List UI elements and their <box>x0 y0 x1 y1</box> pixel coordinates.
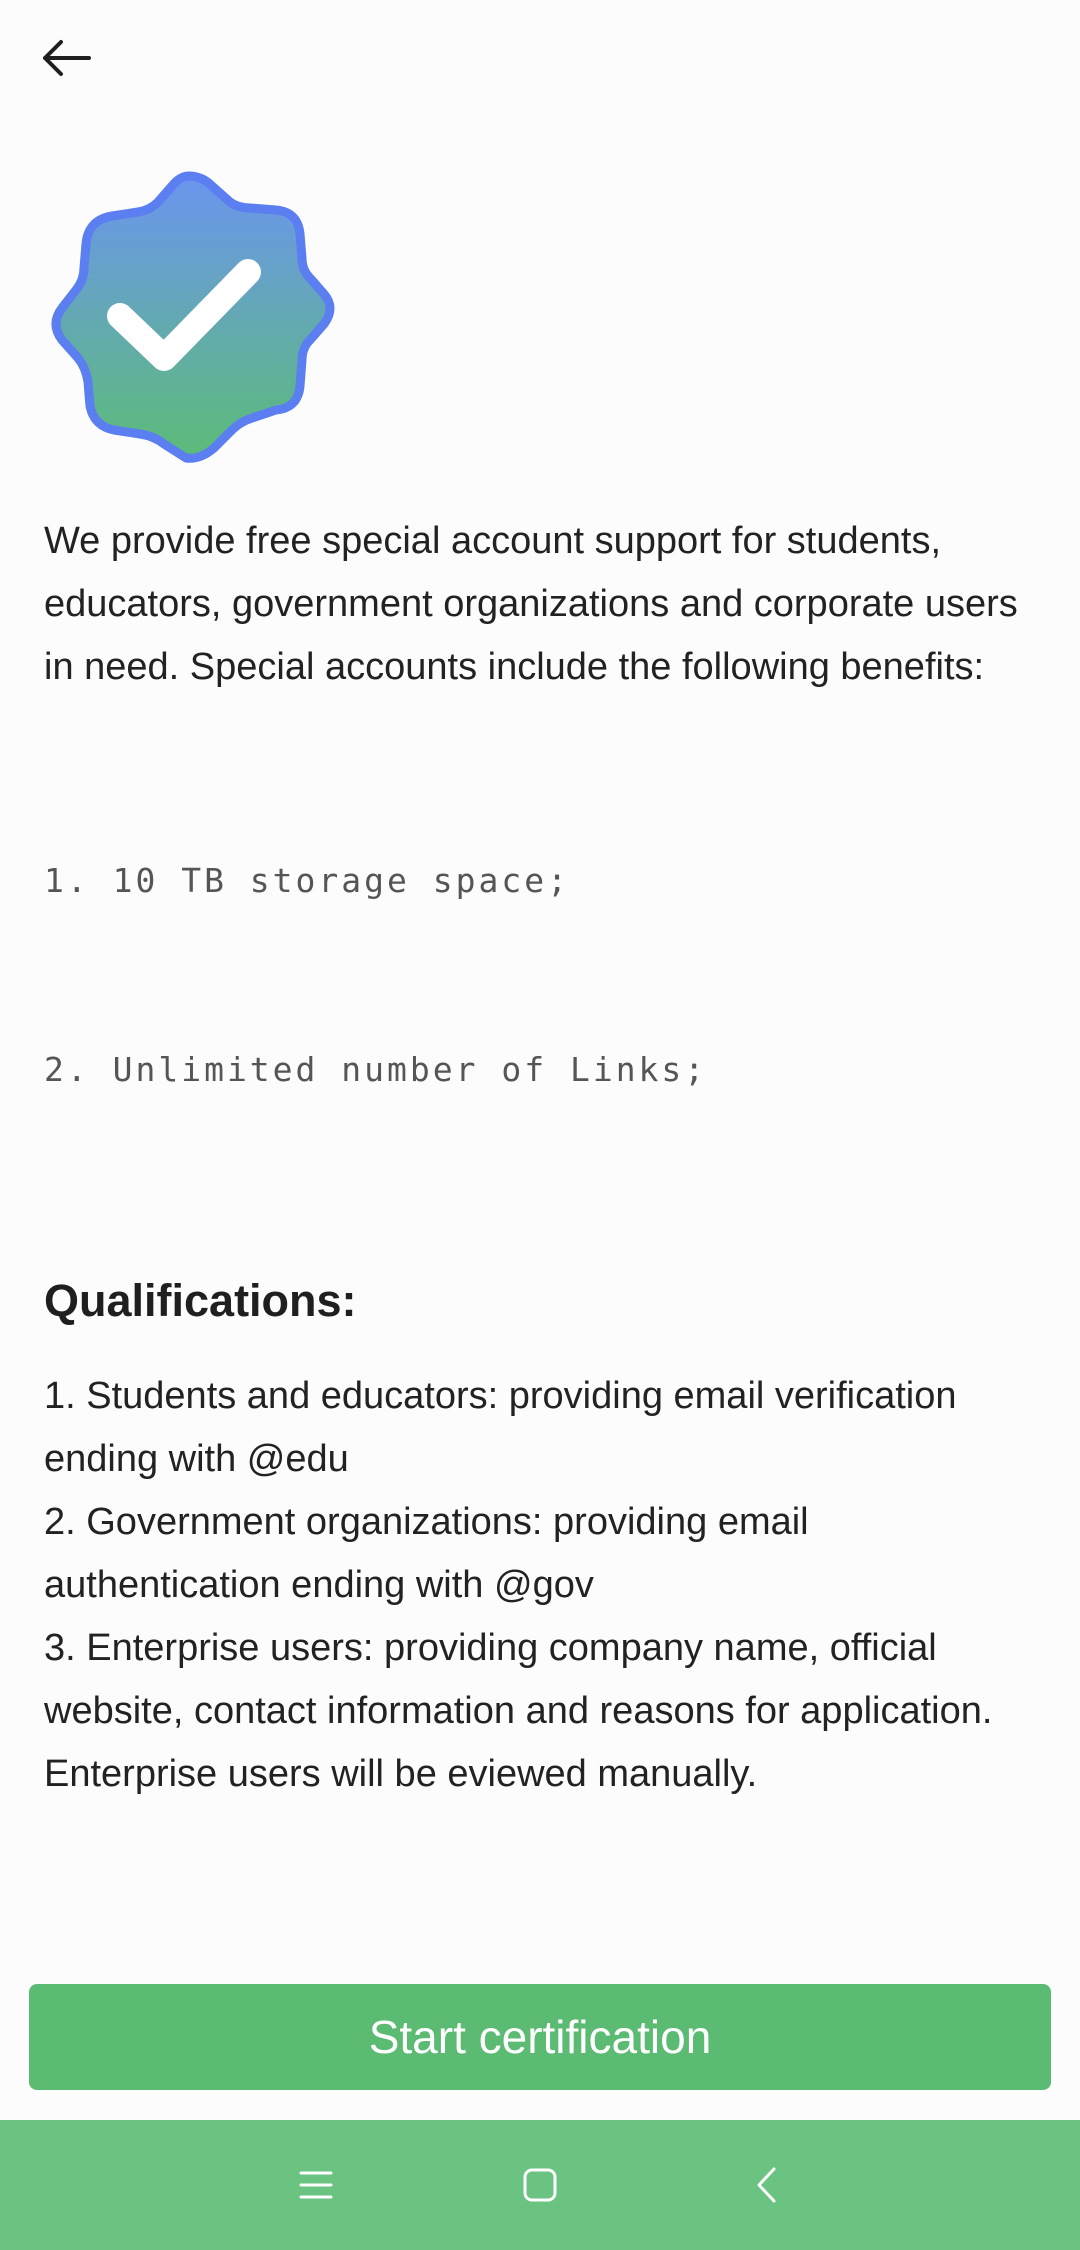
qualification-item: 2. Government organizations: providing email authentication ending with @gov <box>44 1501 809 1606</box>
arrow-left-icon <box>39 38 93 78</box>
start-certification-button[interactable]: Start certification <box>29 1984 1051 2090</box>
qualification-item: 3. Enterprise users: providing company name, official website, contact information and reasons for application. Enterprise users will be eviewed manually. <box>44 1627 993 1795</box>
intro-text: We provide free special account support for students, educators, government organizations and corporate users in need. Special accounts include the following benefits: <box>44 520 1018 688</box>
menu-nav-button[interactable] <box>286 2155 346 2215</box>
back-nav-button[interactable] <box>736 2155 796 2215</box>
system-navigation-bar <box>0 2120 1080 2250</box>
qualifications-list <box>44 1365 1034 1806</box>
benefit-item: 1. 10 TB storage space; <box>44 861 570 900</box>
benefit-item: 2. Unlimited number of Links; <box>44 1050 708 1089</box>
back-button[interactable] <box>36 28 96 88</box>
qualifications-title: Qualifications: <box>44 1275 357 1326</box>
main-content <box>44 510 1034 1806</box>
back-icon <box>754 2166 778 2204</box>
home-nav-button[interactable] <box>510 2155 570 2215</box>
verified-badge-icon <box>40 168 338 466</box>
menu-icon <box>298 2169 334 2201</box>
benefits-list <box>44 723 1034 1227</box>
qualification-item: 1. Students and educators: providing email verification ending with @edu <box>44 1375 957 1480</box>
home-icon <box>522 2167 558 2203</box>
